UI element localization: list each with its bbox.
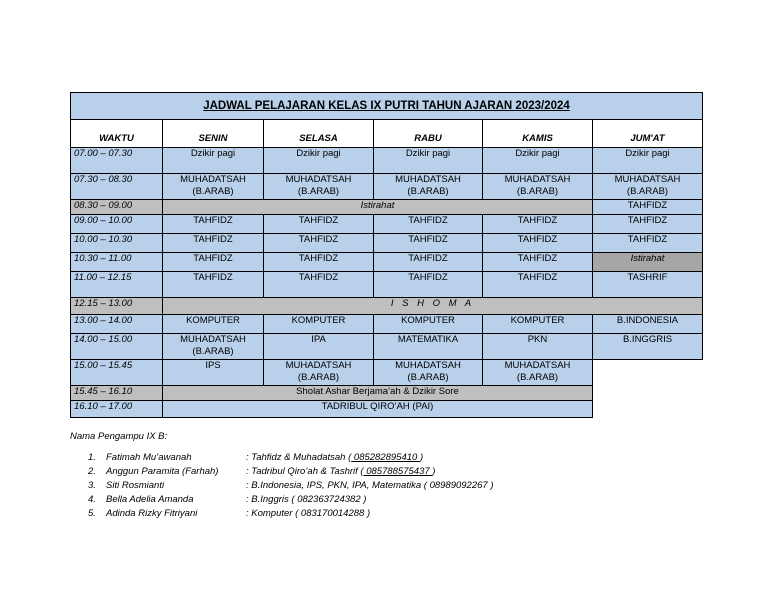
teacher-subject: : B.Indonesia, IPS, PKN, IPA, Matematika ( 08989092267 ) <box>246 480 494 491</box>
merged-cell-tadribul: TADRIBUL QIRO’AH (PAI) <box>163 401 593 418</box>
schedule-title: JADWAL PELAJARAN KELAS IX PUTRI TAHUN AJARAN 2023/2024 <box>71 93 703 120</box>
cell-line: (B.ARAB) <box>297 372 340 383</box>
cell-line: (B.ARAB) <box>192 186 234 197</box>
list-item <box>88 480 494 491</box>
list-item <box>88 494 366 505</box>
merged-cell-ishoma: I S H O M A <box>163 298 703 315</box>
cell-line: (B.ARAB) <box>192 346 234 357</box>
table-cell: B.INGGRIS <box>593 334 703 360</box>
table-row <box>71 298 703 315</box>
time-cell: 10.00 – 10.30 <box>71 234 163 253</box>
cell-line: (B.ARAB) <box>407 372 449 383</box>
table-cell: TASHRIF <box>593 272 703 298</box>
cell-line: MUHADATSAH <box>180 334 246 345</box>
empty-cell <box>593 386 703 401</box>
table-cell: MATEMATIKA <box>374 334 483 360</box>
table-row <box>71 360 703 386</box>
table-cell <box>163 334 264 360</box>
table-cell: Dzikir pagi <box>593 148 703 174</box>
table-cell: B.INDONESIA <box>593 315 703 334</box>
cell-line: (B.ARAB) <box>407 186 449 197</box>
teacher-number: 2. <box>88 466 96 477</box>
list-item <box>88 466 435 477</box>
table-row <box>71 174 703 200</box>
header-jumat: JUM'AT <box>593 120 703 148</box>
time-cell: 13.00 – 14.00 <box>71 315 163 334</box>
cell-line: MUHADATSAH <box>395 360 461 371</box>
cell-line: (B.ARAB) <box>626 186 669 197</box>
table-row <box>71 315 703 334</box>
pengampu-heading: Nama Pengampu IX B: <box>70 431 168 442</box>
table-cell <box>374 174 483 200</box>
list-item <box>88 452 423 463</box>
table-cell: TAHFIDZ <box>374 234 483 253</box>
table-cell: TAHFIDZ <box>374 272 483 298</box>
table-cell: IPS <box>163 360 264 386</box>
teacher-name: Bella Adelia Amanda <box>106 494 194 505</box>
cell-line: MUHADATSAH <box>614 174 681 185</box>
header-row <box>71 120 703 148</box>
cell-line: MUHADATSAH <box>504 360 571 371</box>
table-cell: Dzikir pagi <box>264 148 374 174</box>
header-waktu: WAKTU <box>71 120 163 148</box>
cell-line: MUHADATSAH <box>180 174 246 185</box>
table-cell: Dzikir pagi <box>374 148 483 174</box>
teacher-subject: : Tadribul Qiro’ah & Tashrif ( <box>246 466 364 477</box>
table-cell: TAHFIDZ <box>264 272 374 298</box>
table-row <box>71 334 703 360</box>
table-cell: Dzikir pagi <box>163 148 264 174</box>
table-row <box>71 401 703 418</box>
teacher-end: ) <box>432 466 436 477</box>
table-row <box>71 200 703 215</box>
table-cell: PKN <box>483 334 593 360</box>
table-row <box>71 215 703 234</box>
time-cell: 15.00 – 15.45 <box>71 360 163 386</box>
cell-line: (B.ARAB) <box>516 372 559 383</box>
table-cell: TAHFIDZ <box>593 215 703 234</box>
table-cell <box>374 360 483 386</box>
table-row <box>71 253 703 272</box>
table-cell <box>483 174 593 200</box>
table-cell: TAHFIDZ <box>593 234 703 253</box>
teacher-number: 3. <box>88 480 96 491</box>
time-cell: 07.30 – 08.30 <box>71 174 163 200</box>
teacher-phone: 085282895410 <box>351 452 420 463</box>
table-cell: TAHFIDZ <box>264 234 374 253</box>
header-selasa: SELASA <box>264 120 374 148</box>
teacher-number: 1. <box>88 452 96 463</box>
header-senin: SENIN <box>163 120 264 148</box>
table-cell <box>264 360 374 386</box>
merged-cell-istirahat: Istirahat <box>163 200 593 215</box>
header-kamis: KAMIS <box>483 120 593 148</box>
table-cell: TAHFIDZ <box>264 253 374 272</box>
time-cell: 12.15 – 13.00 <box>71 298 163 315</box>
teacher-name: Anggun Paramita (Farhah) <box>106 466 219 477</box>
cell-line: MUHADATSAH <box>285 174 352 185</box>
table-row <box>71 272 703 298</box>
time-cell: 14.00 – 15.00 <box>71 334 163 360</box>
table-cell: TAHFIDZ <box>483 215 593 234</box>
teacher-name: Adinda Rizky Fitriyani <box>106 508 198 519</box>
teacher-phone: 085788575437 <box>363 466 433 477</box>
table-cell <box>264 174 374 200</box>
time-cell: 09.00 – 10.00 <box>71 215 163 234</box>
teacher-name: Siti Rosmianti <box>106 480 165 491</box>
table-cell: TAHFIDZ <box>483 272 593 298</box>
cell-line: (B.ARAB) <box>297 186 340 197</box>
table-cell: TAHFIDZ <box>163 234 264 253</box>
table-cell: TAHFIDZ <box>374 215 483 234</box>
time-cell: 11.00 – 12.15 <box>71 272 163 298</box>
teacher-subject: : B.Inggris ( 082363724382 ) <box>246 494 367 505</box>
table-cell <box>483 360 593 386</box>
table-cell: KOMPUTER <box>163 315 264 334</box>
table-cell: Istirahat <box>593 253 703 272</box>
teacher-name: Fatimah Mu’awanah <box>106 452 192 463</box>
table-cell: KOMPUTER <box>374 315 483 334</box>
table-cell: KOMPUTER <box>264 315 374 334</box>
teacher-subject: : Komputer ( 083170014288 ) <box>246 508 371 519</box>
time-cell: 08.30 – 09.00 <box>71 200 163 215</box>
teacher-number: 4. <box>88 494 96 505</box>
table-cell: TAHFIDZ <box>163 253 264 272</box>
time-cell: 10.30 – 11.00 <box>71 253 163 272</box>
table-cell <box>593 174 703 200</box>
teacher-end: ) <box>419 452 424 463</box>
time-cell: 15.45 – 16.10 <box>71 386 163 401</box>
cell-line: MUHADATSAH <box>395 174 461 185</box>
merged-cell-sholat: Sholat Ashar Berjama’ah & Dzikir Sore <box>163 386 593 401</box>
header-rabu: RABU <box>374 120 483 148</box>
empty-cell <box>593 360 703 386</box>
table-cell: IPA <box>264 334 374 360</box>
cell-line: MUHADATSAH <box>504 174 571 185</box>
table-cell: KOMPUTER <box>483 315 593 334</box>
empty-cell <box>593 401 703 418</box>
cell-line: (B.ARAB) <box>516 186 559 197</box>
table-row <box>71 386 703 401</box>
list-item <box>88 508 370 519</box>
teacher-number: 5. <box>88 508 96 519</box>
table-cell: TAHFIDZ <box>374 253 483 272</box>
table-cell: TAHFIDZ <box>264 215 374 234</box>
table-row <box>71 148 703 174</box>
table-cell: Dzikir pagi <box>483 148 593 174</box>
table-cell: TAHFIDZ <box>483 234 593 253</box>
table-cell: TAHFIDZ <box>483 253 593 272</box>
table-cell: TAHFIDZ <box>163 272 264 298</box>
teacher-subject: : Tahfidz & Muhadatsah ( <box>246 452 352 463</box>
table-cell <box>163 174 264 200</box>
schedule-table <box>70 92 703 418</box>
table-cell: TAHFIDZ <box>163 215 264 234</box>
time-cell: 07.00 – 07.30 <box>71 148 163 174</box>
title-row <box>71 93 703 120</box>
table-row <box>71 234 703 253</box>
table-cell: TAHFIDZ <box>593 200 703 215</box>
time-cell: 16.10 – 17.00 <box>71 401 163 418</box>
cell-line: MUHADATSAH <box>285 360 352 371</box>
